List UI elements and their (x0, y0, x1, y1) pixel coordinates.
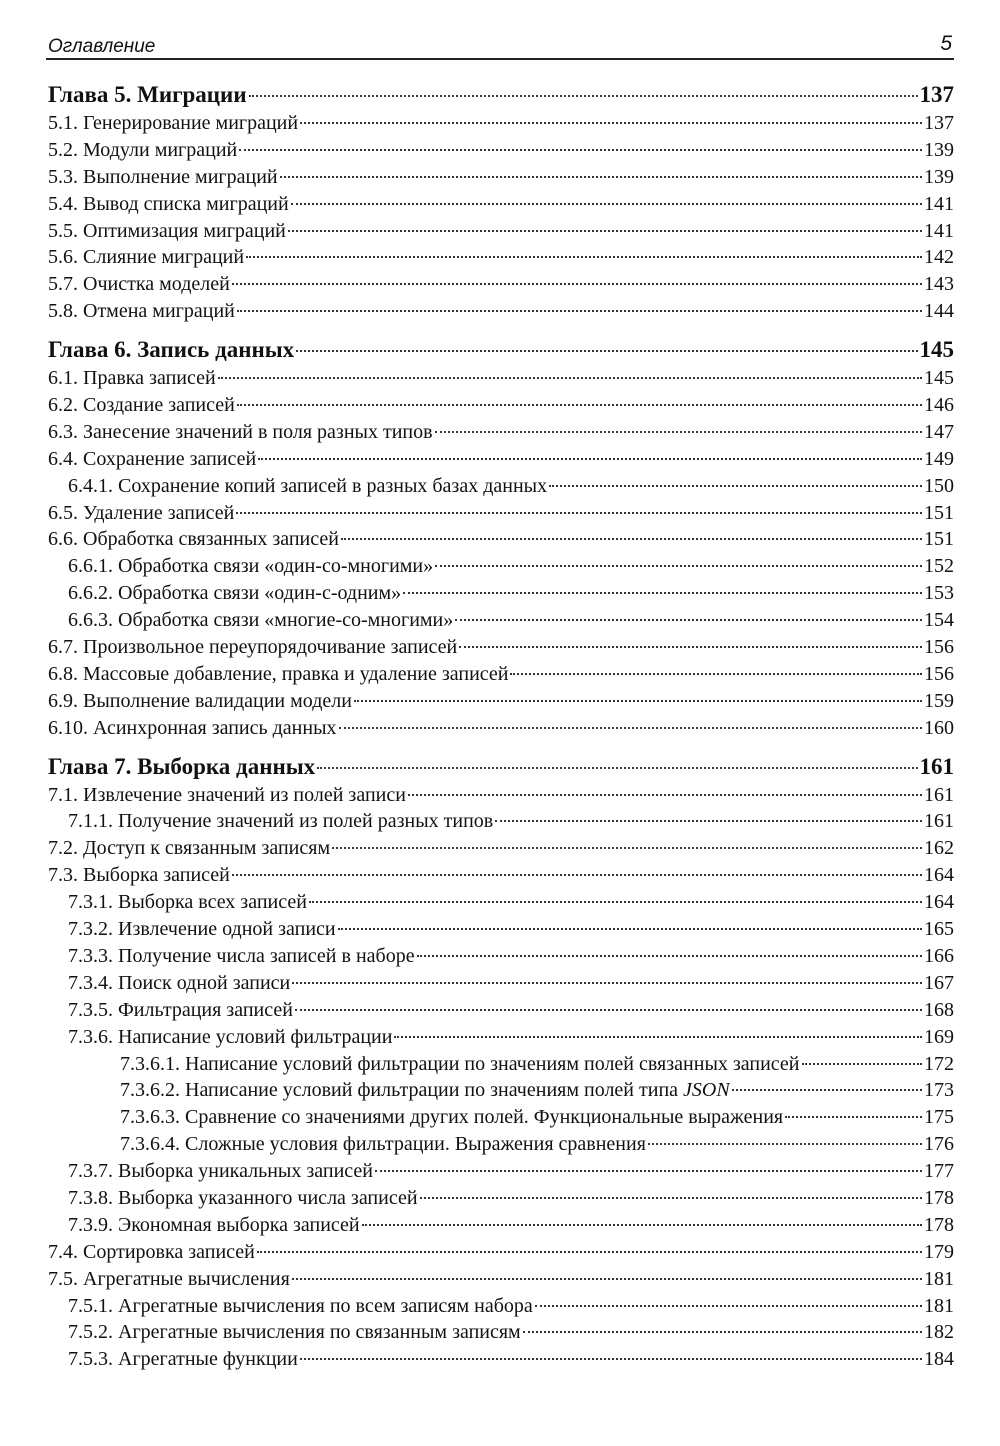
dot-leader (232, 283, 922, 285)
toc-entry-page-number: 145 (924, 367, 954, 390)
running-head-page-number: 5 (940, 32, 952, 55)
toc-entry-title (68, 945, 415, 968)
toc-entry-page-number: 176 (924, 1133, 954, 1156)
toc-entry-title-text: Глава 6. Запись данных (48, 337, 295, 363)
dot-leader (362, 1224, 922, 1226)
toc-entry-page-number: 178 (924, 1186, 954, 1209)
toc-entry-page-number: 164 (924, 864, 954, 887)
toc-entry-page-number: 181 (924, 1294, 954, 1317)
toc-entry[interactable] (48, 1321, 954, 1348)
toc-entry[interactable] (48, 609, 954, 636)
toc-entry-title-text: 6.6.3. Обработка связи «многие-со-многими» (68, 609, 454, 632)
dot-leader (495, 820, 922, 822)
dot-leader (232, 874, 922, 876)
toc-entry-title (48, 502, 234, 525)
dot-leader (237, 310, 922, 312)
toc-entry-title-text: 5.4. Вывод списка миграций (48, 192, 289, 215)
toc-entry-title-text: 7.3. Выборка записей (48, 864, 230, 887)
toc-entry-page-number: 161 (924, 783, 954, 806)
toc-entry-page-number: 159 (924, 689, 954, 712)
toc-entry-title (120, 1106, 783, 1129)
toc-entry[interactable] (48, 1214, 954, 1241)
toc-entry-title (48, 864, 230, 887)
toc-entry[interactable] (48, 999, 954, 1026)
toc-entry-title (48, 300, 235, 323)
dot-leader (523, 1331, 922, 1333)
toc-entry[interactable] (48, 864, 954, 891)
toc-entry-page-number: 167 (924, 971, 954, 994)
toc-entry-page-number: 153 (924, 582, 954, 605)
toc-entry-title (68, 1214, 360, 1237)
toc-entry-page-number: 149 (924, 447, 954, 470)
toc-entry[interactable] (48, 891, 954, 918)
toc-entry-title-text: 7.3.6.4. Сложные условия фильтрации. Выражения сравнения (120, 1133, 646, 1156)
dot-leader (732, 1089, 922, 1091)
toc-entry-page-number: 142 (924, 246, 954, 269)
toc-entry-title-text: 7.5.2. Агрегатные вычисления по связанным записям (68, 1321, 521, 1344)
toc-entry[interactable] (48, 1106, 954, 1133)
dot-leader (218, 377, 922, 379)
toc-entry-title-text: 7.3.6.3. Сравнение со значениями других полей. Функциональные выражения (120, 1106, 784, 1129)
dot-leader (403, 592, 922, 594)
dot-leader (258, 458, 922, 460)
toc-entry-title-text: 5.3. Выполнение миграций (48, 165, 278, 188)
dot-leader (802, 1063, 922, 1065)
toc-entry-title-text: Глава 5. Миграции (48, 82, 247, 107)
toc-entry[interactable] (48, 837, 954, 864)
toc-entry-page-number: 137 (924, 112, 954, 134)
toc-entry-title (48, 837, 330, 860)
dot-leader (246, 256, 922, 258)
toc-entry-title-text: 7.2. Доступ к связанным записям (48, 837, 331, 860)
toc-entry-title-text: 7.3.9. Экономная выборка записей (68, 1213, 360, 1236)
toc-entry-page-number: 151 (924, 501, 954, 524)
toc-entry[interactable] (48, 1187, 954, 1214)
toc-entry-title-text: 7.5.3. Агрегатные функции (68, 1348, 298, 1371)
toc-entry-title (48, 367, 216, 390)
dot-leader (417, 955, 922, 957)
dot-leader (341, 538, 922, 540)
toc-entry-page-number: 175 (924, 1106, 954, 1129)
toc-entry[interactable] (48, 300, 954, 327)
toc-entry-title-text: 6.5. Удаление записей (48, 501, 235, 524)
toc-entry-title (48, 394, 235, 417)
dot-leader (295, 1009, 922, 1011)
toc-entry-title (48, 663, 508, 686)
dot-leader (257, 1251, 922, 1253)
toc-entry-title-text: 7.4. Сортировка записей (48, 1240, 255, 1263)
toc-entry-title-text: 6.1. Правка записей (48, 367, 216, 390)
toc-entry-title-text: 6.6. Обработка связанных записей (48, 528, 339, 551)
toc-entry[interactable] (48, 1348, 954, 1375)
dot-leader (292, 982, 922, 984)
toc-entry-title (68, 999, 293, 1022)
toc-entry[interactable] (48, 1241, 954, 1268)
dot-leader (459, 646, 922, 648)
toc-entry-title-text: 6.9. Выполнение валидации модели (48, 689, 352, 712)
toc-entry[interactable] (48, 448, 954, 475)
toc-entry[interactable] (48, 1026, 954, 1053)
toc-entry-page-number: 160 (924, 716, 954, 739)
toc-entry[interactable] (48, 918, 954, 945)
toc-entry-title (68, 609, 453, 632)
toc-entry-title (68, 810, 493, 833)
toc-entry[interactable] (48, 246, 954, 273)
dot-leader (510, 673, 922, 675)
toc-entry-title (68, 1295, 533, 1318)
toc-entry-title (48, 82, 247, 108)
toc-entry[interactable] (48, 555, 954, 582)
toc-entry-page-number: 172 (924, 1052, 954, 1075)
toc-entry-title (68, 1187, 418, 1210)
dot-leader (435, 565, 922, 567)
toc-entry-title-text: Глава 7. Выборка данных (48, 753, 316, 779)
dot-leader (296, 350, 917, 352)
toc-entry-title (68, 1321, 521, 1344)
toc-entry-title (68, 555, 433, 578)
dot-leader (338, 928, 922, 930)
toc-entry-title (48, 220, 286, 243)
toc-entry-title-text: 5.1. Генерирование миграций (48, 112, 299, 134)
toc-entry-page-number: 173 (924, 1079, 954, 1102)
toc-entry-title-text: 5.2. Модули миграций (48, 138, 238, 161)
toc-entry-page-number: 177 (924, 1160, 954, 1183)
toc-entry-title-text: 6.4.1. Сохранение копий записей в разных базах данных (68, 474, 548, 497)
toc-entry-title-text: 7.3.2. Извлечение одной записи (68, 918, 336, 941)
toc-entry[interactable] (48, 690, 954, 717)
dot-leader (237, 404, 922, 406)
toc-entry-page-number: 147 (924, 420, 954, 443)
toc-entry-title (68, 1160, 373, 1183)
toc-entry[interactable] (48, 972, 954, 999)
toc-entry-title-text: 7.3.8. Выборка указанного числа записей (68, 1186, 418, 1209)
toc-entry-page-number: 178 (924, 1213, 954, 1236)
dot-leader (549, 485, 922, 487)
toc-entry-title (48, 1268, 290, 1291)
toc-entry-page-number: 145 (919, 337, 954, 363)
toc-entry-page-number: 151 (924, 528, 954, 551)
toc-entry-title-text: 7.3.3. Получение числа записей в наборе (68, 944, 415, 967)
toc-entry-title (48, 421, 433, 444)
toc-entry-page-number: 144 (924, 300, 954, 323)
dot-leader (455, 619, 922, 621)
toc-entry[interactable] (48, 273, 954, 300)
dot-leader (291, 203, 922, 205)
toc-entry-page-number: 164 (924, 891, 954, 914)
dot-leader (236, 512, 922, 514)
dot-leader (535, 1305, 922, 1307)
toc-entry-title-text: 7.1. Извлечение значений из полей записи (48, 783, 406, 806)
running-head-section-title: Оглавление (48, 36, 156, 57)
toc-entry-title-text: 5.7. Очистка моделей (48, 273, 230, 296)
toc-entry[interactable] (48, 139, 954, 166)
dot-leader (300, 1358, 922, 1360)
running-head (46, 32, 954, 60)
toc-entry-title (120, 1053, 800, 1076)
dot-leader (648, 1143, 922, 1145)
toc-entry-title (48, 690, 352, 713)
toc-chapter-entry[interactable] (48, 82, 954, 112)
toc-entry[interactable] (48, 367, 954, 394)
toc-entry-title-text: 7.3.6.1. Написание условий фильтрации по значениям полей связанных записей (120, 1052, 800, 1075)
toc-entry-page-number: 141 (924, 192, 954, 215)
toc-entry-page-number: 169 (924, 1025, 954, 1048)
dot-leader (309, 901, 922, 903)
toc-entry-title (48, 246, 244, 269)
dot-leader (339, 727, 922, 729)
toc-entry-page-number: 168 (924, 998, 954, 1021)
toc-entry-title (48, 166, 278, 189)
toc-entry[interactable] (48, 166, 954, 193)
toc-entry[interactable] (48, 1295, 954, 1322)
toc-entry-page-number: 181 (924, 1267, 954, 1290)
toc-entry-page-number: 139 (924, 138, 954, 161)
toc-entry-title-text: 5.5. Оптимизация миграций (48, 219, 286, 242)
toc-entry-page-number: 179 (924, 1240, 954, 1263)
toc-entry-title-text: 6.10. Асинхронная запись данных (48, 716, 337, 739)
toc-entry-title-text: 6.8. Массовые добавление, правка и удаление записей (48, 662, 509, 685)
toc-entry[interactable] (48, 1268, 954, 1295)
toc-entry-page-number: 161 (924, 810, 954, 833)
toc-entry[interactable] (48, 810, 954, 837)
toc-entry[interactable] (48, 394, 954, 421)
toc-entry-title (48, 139, 237, 162)
toc-entry-title (68, 1348, 298, 1371)
toc-entry-title (68, 475, 547, 498)
toc-entry-title (48, 754, 315, 780)
toc-entry-page-number: 146 (924, 394, 954, 417)
toc-entry-title-text: 7.5. Агрегатные вычисления (48, 1267, 290, 1290)
toc-entry-page-number: 166 (924, 944, 954, 967)
dot-leader (394, 1036, 922, 1038)
toc-entry[interactable] (48, 112, 954, 139)
dot-leader (239, 149, 922, 151)
toc-entry-title (68, 582, 401, 605)
toc-entry-title (48, 528, 339, 551)
toc-entry-title-text: 6.4. Сохранение записей (48, 447, 257, 470)
toc-entry-page-number: 165 (924, 918, 954, 941)
toc-entry-page-number: 150 (924, 474, 954, 497)
toc-entry[interactable] (48, 1160, 954, 1187)
toc-chapter-entry[interactable] (48, 337, 954, 367)
toc-entry-title (48, 337, 294, 363)
toc-entry-page-number: 161 (919, 753, 954, 779)
toc-entry[interactable] (48, 636, 954, 663)
toc-entry-title-text: 6.3. Занесение значений в поля разных типов (48, 420, 433, 443)
toc-entry[interactable] (48, 475, 954, 502)
toc-entry-title (48, 1241, 255, 1264)
table-of-contents (48, 82, 954, 1375)
toc-entry-title (48, 717, 337, 740)
toc-entry-title-text: 5.8. Отмена миграций (48, 300, 235, 323)
toc-entry-title (120, 1079, 730, 1102)
toc-entry-title (48, 636, 457, 659)
toc-entry[interactable] (48, 663, 954, 690)
toc-entry-title (68, 891, 307, 914)
toc-entry-title (48, 784, 406, 807)
toc-entry[interactable] (48, 528, 954, 555)
toc-entry-page-number: 184 (924, 1348, 954, 1371)
toc-entry-title-emphasis: JSON (683, 1079, 730, 1102)
dot-leader (375, 1170, 922, 1172)
toc-entry-title (68, 972, 290, 995)
toc-entry-page-number: 152 (924, 555, 954, 578)
dot-leader (354, 700, 922, 702)
dot-leader (332, 847, 922, 849)
toc-entry-page-number: 141 (924, 219, 954, 242)
toc-entry-title-text: 7.3.7. Выборка уникальных записей (68, 1160, 373, 1183)
toc-entry-title-text: 7.3.1. Выборка всех записей (68, 891, 307, 914)
toc-entry-title-text: 7.1.1. Получение значений из полей разных типов (68, 810, 494, 833)
toc-entry-title-text: 6.7. Произвольное переупорядочивание записей (48, 636, 458, 659)
toc-entry[interactable] (48, 502, 954, 529)
toc-entry-title (120, 1133, 646, 1156)
toc-entry-title-text: 7.3.6. Написание условий фильтрации (68, 1025, 393, 1048)
dot-leader (435, 431, 922, 433)
dot-leader (288, 230, 922, 232)
toc-entry-page-number: 156 (924, 662, 954, 685)
dot-leader (300, 122, 922, 124)
toc-entry-title-text: 6.2. Создание записей (48, 394, 235, 417)
toc-entry[interactable] (48, 784, 954, 811)
toc-entry-page-number: 143 (924, 273, 954, 296)
toc-entry[interactable] (48, 1133, 954, 1160)
toc-entry[interactable] (48, 193, 954, 220)
dot-leader (280, 176, 922, 178)
toc-entry-title-text: 6.6.2. Обработка связи «один-с-одним» (68, 582, 402, 605)
toc-entry-page-number: 162 (924, 837, 954, 860)
toc-entry-title (68, 918, 336, 941)
dot-leader (249, 95, 918, 97)
toc-entry-title-text: 6.6.1. Обработка связи «один-со-многими» (68, 555, 434, 578)
dot-leader (408, 794, 922, 796)
dot-leader (292, 1278, 922, 1280)
dot-leader (317, 767, 917, 769)
toc-entry[interactable] (48, 220, 954, 247)
toc-entry[interactable] (48, 945, 954, 972)
toc-entry[interactable] (48, 1053, 954, 1080)
toc-entry-page-number: 139 (924, 165, 954, 188)
toc-chapter-entry[interactable] (48, 754, 954, 784)
toc-entry[interactable] (48, 717, 954, 744)
toc-entry-title-text: 7.3.5. Фильтрация записей (68, 998, 293, 1021)
toc-entry[interactable] (48, 582, 954, 609)
toc-entry-title (48, 112, 298, 135)
toc-entry-title-text: 7.3.6.2. Написание условий фильтрации по значениям полей типа (120, 1079, 684, 1102)
toc-entry-title-text: 5.6. Слияние миграций (48, 246, 245, 269)
toc-entry-title (68, 1026, 392, 1049)
toc-entry-title (48, 273, 230, 296)
dot-leader (785, 1116, 922, 1118)
toc-entry-page-number: 154 (924, 609, 954, 632)
toc-entry-page-number: 182 (924, 1321, 954, 1344)
toc-entry-title-text: 7.5.1. Агрегатные вычисления по всем записям набора (68, 1294, 533, 1317)
toc-entry-title (48, 193, 289, 216)
toc-entry-page-number: 137 (919, 82, 954, 107)
toc-entry-title-text: 7.3.4. Поиск одной записи (68, 971, 291, 994)
toc-entry[interactable] (48, 421, 954, 448)
dot-leader (420, 1197, 922, 1199)
toc-entry[interactable] (48, 1079, 954, 1106)
toc-entry-page-number: 156 (924, 636, 954, 659)
toc-entry-title (48, 448, 256, 471)
